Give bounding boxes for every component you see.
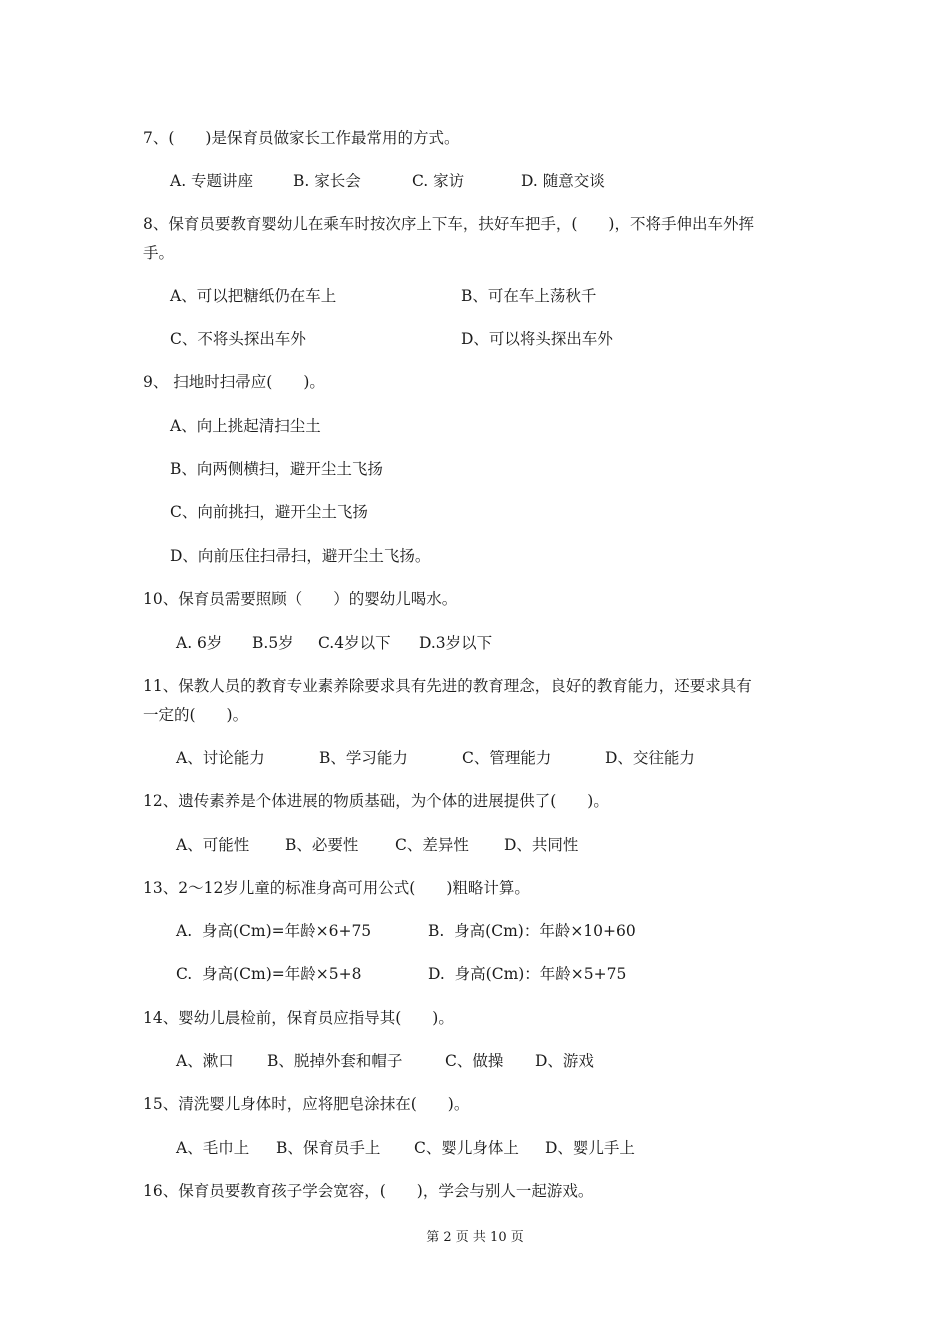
question-8-option-b: B、可在车上荡秋千 <box>461 287 597 305</box>
question-12-option-b: B、必要性 <box>285 836 359 854</box>
question-11-option-a: A、讨论能力 <box>176 749 265 767</box>
question-12-option-a: A、可能性 <box>176 836 250 854</box>
question-10-text: 10、保育员需要照顾（ ）的婴幼儿喝水。 <box>143 590 458 608</box>
question-15-option-d: D、婴儿手上 <box>545 1139 635 1157</box>
question-10-option-d: D.3岁以下 <box>419 634 493 652</box>
question-12-text: 12、遗传素养是个体进展的物质基础，为个体的进展提供了( )。 <box>143 792 609 810</box>
question-10-option-c: C.4岁以下 <box>318 634 391 652</box>
question-8-text-line1: 8、保育员要教育婴幼儿在乘车时按次序上下车，扶好车把手，( )，不将手伸出车外挥 <box>143 215 754 233</box>
question-7-option-c: C. 家访 <box>412 172 465 190</box>
question-8-option-c: C、不将头探出车外 <box>170 330 306 348</box>
question-9-option-b: B、向两侧横扫，避开尘土飞扬 <box>170 460 383 478</box>
question-9-text: 9、 扫地时扫帚应( )。 <box>143 373 325 391</box>
question-8-option-a: A、可以把糖纸仍在车上 <box>170 287 337 305</box>
question-16-text: 16、保育员要教育孩子学会宽容，( )，学会与别人一起游戏。 <box>143 1182 594 1200</box>
question-13-option-c: C. 身高(Cm)=年龄×5+8 <box>176 965 362 983</box>
question-10-option-a: A. 6岁 <box>176 634 223 652</box>
question-9-option-c: C、向前挑扫，避开尘土飞扬 <box>170 503 368 521</box>
question-7-option-a: A. 专题讲座 <box>170 172 254 190</box>
question-9-option-a: A、向上挑起清扫尘土 <box>170 417 321 435</box>
question-13-text: 13、2～12岁儿童的标准身高可用公式( )粗略计算。 <box>143 879 530 897</box>
question-11-text-line2: 一定的( )。 <box>143 706 249 724</box>
page-number-footer: 第 2 页 共 10 页 <box>426 1230 524 1245</box>
question-7-option-d: D. 随意交谈 <box>521 172 605 190</box>
question-13-option-a: A. 身高(Cm)=年龄×6+75 <box>176 922 372 940</box>
question-12-option-d: D、共同性 <box>504 836 579 854</box>
question-14-option-a: A、漱口 <box>176 1052 234 1070</box>
question-15-text: 15、清洗婴儿身体时，应将肥皂涂抹在( )。 <box>143 1095 470 1113</box>
question-11-text-line1: 11、保教人员的教育专业素养除要求具有先进的教育理念，良好的教育能力，还要求具有 <box>143 677 752 695</box>
question-15-option-b: B、保育员手上 <box>276 1139 381 1157</box>
question-14-option-c: C、做操 <box>445 1052 504 1070</box>
question-11-option-b: B、学习能力 <box>319 749 408 767</box>
question-7-option-b: B. 家长会 <box>293 172 361 190</box>
question-8-option-d: D、可以将头探出车外 <box>461 330 613 348</box>
question-11-option-c: C、管理能力 <box>462 749 552 767</box>
question-10-option-b: B.5岁 <box>252 634 294 652</box>
question-13-option-b: B. 身高(Cm)：年龄×10+60 <box>428 922 636 940</box>
question-14-option-d: D、游戏 <box>535 1052 594 1070</box>
question-11-option-d: D、交往能力 <box>605 749 695 767</box>
question-15-option-c: C、婴儿身体上 <box>414 1139 519 1157</box>
question-14-option-b: B、脱掉外套和帽子 <box>267 1052 403 1070</box>
question-15-option-a: A、毛巾上 <box>176 1139 250 1157</box>
question-13-option-d: D. 身高(Cm)：年龄×5+75 <box>428 965 627 983</box>
question-12-option-c: C、差异性 <box>395 836 469 854</box>
question-14-text: 14、婴幼儿晨检前，保育员应指导其( )。 <box>143 1009 454 1027</box>
question-9-option-d: D、向前压住扫帚扫，避开尘土飞扬。 <box>170 547 431 565</box>
question-8-text-line2: 手。 <box>143 244 175 262</box>
question-7-text: 7、( )是保育员做家长工作最常用的方式。 <box>143 129 460 147</box>
